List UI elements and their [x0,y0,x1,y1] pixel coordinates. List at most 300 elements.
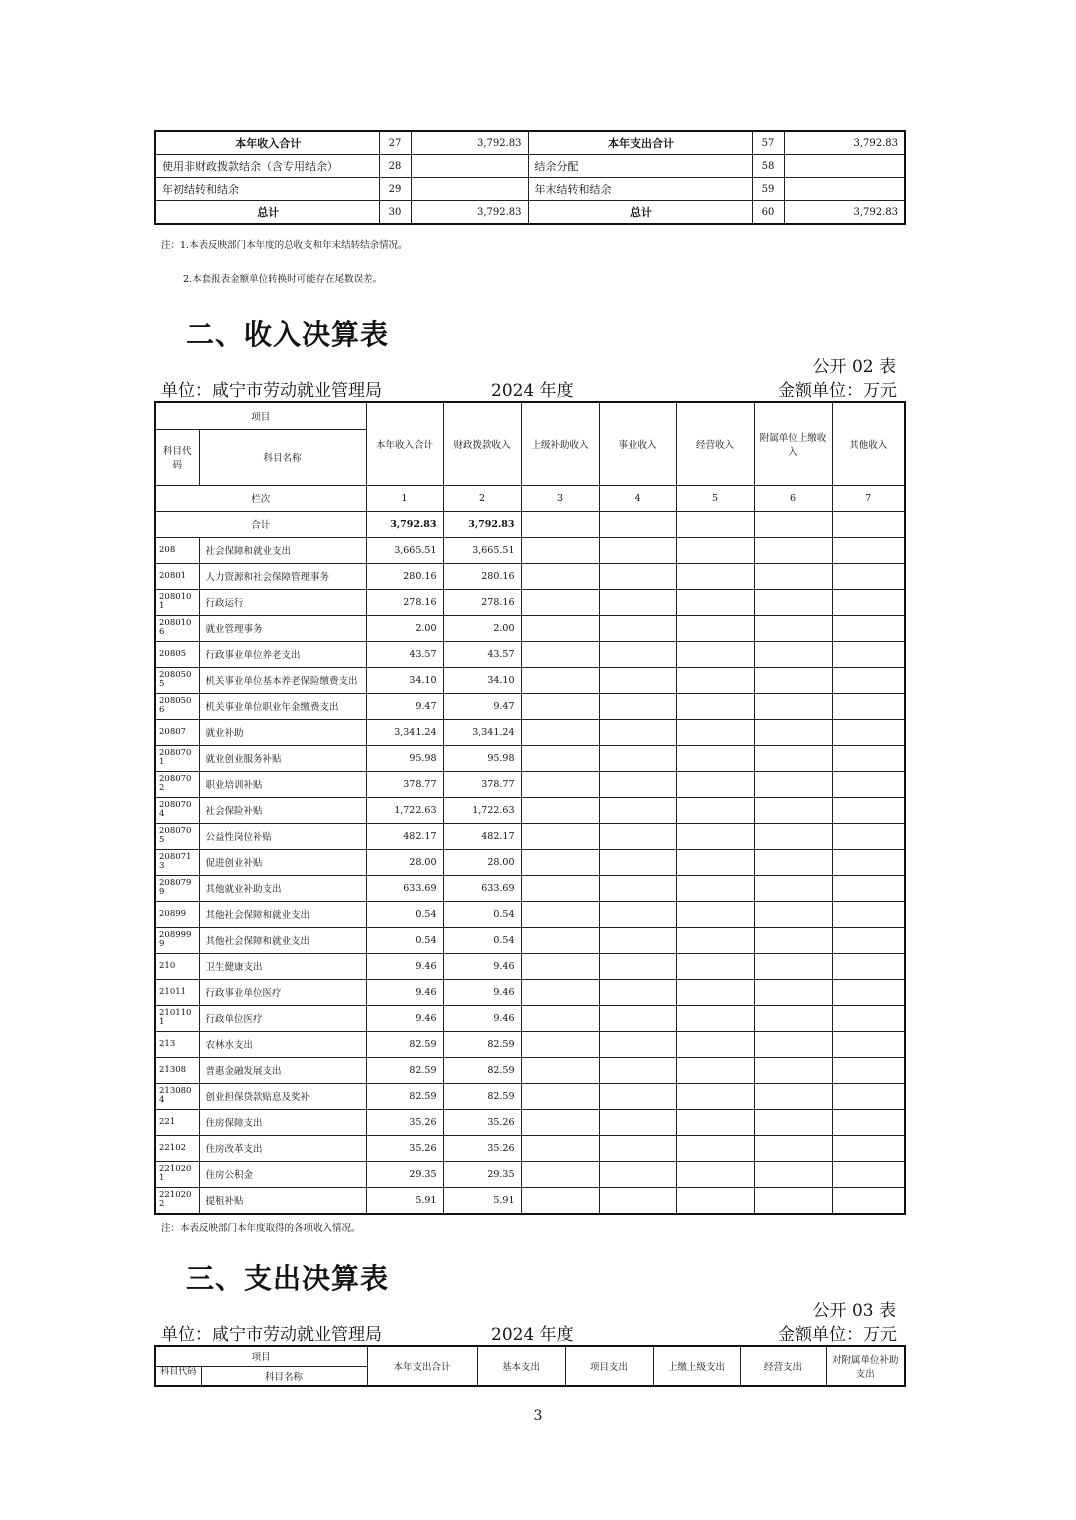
income-row [155,1083,905,1109]
income-total-label: 合计 [155,511,366,537]
income-row-empty-cell [754,537,832,563]
income-row-empty-cell [676,719,754,745]
summary-right-line: 58 [752,155,784,178]
income-row-name: 职业培训补贴 [199,771,366,797]
summary-left-line: 27 [379,131,411,155]
income-row-empty-cell [599,667,676,693]
income-row-empty-cell [676,1135,754,1161]
income-row-empty-cell [521,823,599,849]
income-row-total: 9.46 [366,1005,443,1031]
income-row-empty-cell [676,979,754,1005]
income-row-code: 2210202 [155,1187,199,1214]
summary-left-line: 28 [379,155,411,178]
income-row-total: 2.00 [366,615,443,641]
income-row-code: 2080702 [155,771,199,797]
income-money-unit: 金额单位：万元 [778,381,897,401]
income-row-total: 95.98 [366,745,443,771]
income-row-empty-cell [754,979,832,1005]
expense-header-col: 基本支出 [477,1346,565,1386]
income-row-empty-cell [676,1109,754,1135]
income-col-index-label: 栏次 [155,485,366,511]
income-row-empty-cell [521,1031,599,1057]
summary-row [155,178,905,201]
income-row-empty-cell [599,1135,676,1161]
income-row-code: 20801 [155,563,199,589]
income-col-index: 2 [443,485,521,511]
income-row-empty-cell [832,1031,905,1057]
income-col-index: 3 [521,485,599,511]
income-row-name: 就业管理事务 [199,615,366,641]
income-row-empty-cell [676,797,754,823]
income-row-name: 就业补助 [199,719,366,745]
summary-row [155,201,905,225]
income-row-empty-cell [676,771,754,797]
summary-right-label: 年末结转和结余 [528,178,752,201]
income-row-total: 82.59 [366,1083,443,1109]
income-row-empty-cell [521,979,599,1005]
income-year: 2024 年度 [491,381,574,401]
income-row-total: 82.59 [366,1057,443,1083]
income-row-fiscal: 3,665.51 [443,537,521,563]
income-row-total: 9.46 [366,953,443,979]
summary-right-amount: 3,792.83 [784,131,905,155]
income-row-fiscal: 3,341.24 [443,719,521,745]
income-row-empty-cell [832,667,905,693]
income-row-empty-cell [832,849,905,875]
income-row-empty-cell [599,563,676,589]
summary-left-label: 使用非财政拨款结余（含专用结余） [155,155,379,178]
income-header-col: 事业收入 [599,402,676,485]
income-row [155,1161,905,1187]
income-row-empty-cell [832,1057,905,1083]
expense-section-title: 三、支出决算表 [186,1262,390,1295]
income-row-empty-cell [754,875,832,901]
income-row-empty-cell [676,1161,754,1187]
income-row-empty-cell [832,537,905,563]
income-row-name: 住房保障支出 [199,1109,366,1135]
income-row-empty-cell [832,953,905,979]
income-total-c1: 3,792.83 [366,511,443,537]
income-row-empty-cell [832,901,905,927]
income-row-empty-cell [832,823,905,849]
income-row-code: 2080506 [155,693,199,719]
summary-left-amount: 3,792.83 [411,131,528,155]
income-row [155,563,905,589]
expense-header-col: 本年支出合计 [367,1346,477,1386]
income-row-empty-cell [521,771,599,797]
income-row-total: 3,341.24 [366,719,443,745]
income-header-col: 上级补助收入 [521,402,599,485]
income-unit: 单位：咸宁市劳动就业管理局 [161,381,382,401]
income-row [155,745,905,771]
income-row-empty-cell [521,797,599,823]
income-row-fiscal: 5.91 [443,1187,521,1214]
income-row-empty-cell [754,615,832,641]
income-row-total: 28.00 [366,849,443,875]
income-row-empty-cell [754,693,832,719]
income-row-fiscal: 9.47 [443,693,521,719]
income-row [155,901,905,927]
income-row-code: 221 [155,1109,199,1135]
income-row-empty-cell [832,693,905,719]
income-row-empty-cell [521,641,599,667]
income-row [155,953,905,979]
income-header-name: 科目名称 [199,429,366,485]
expense-header-project: 项目 [155,1346,367,1366]
summary-left-amount [411,178,528,201]
income-note: 注：本表反映部门本年度取得的各项收入情况。 [161,1223,361,1234]
income-row-code: 20805 [155,641,199,667]
income-row-total: 35.26 [366,1109,443,1135]
summary-right-label: 总计 [528,201,752,225]
income-row-total: 482.17 [366,823,443,849]
income-row [155,1135,905,1161]
income-row [155,641,905,667]
income-row-empty-cell [599,615,676,641]
summary-row [155,155,905,178]
income-row-fiscal: 95.98 [443,745,521,771]
income-row-empty-cell [832,1187,905,1214]
expense-table-number: 公开 03 表 [812,1301,896,1321]
income-total-row [155,511,905,537]
income-row-code: 2080704 [155,797,199,823]
income-row-empty-cell [832,875,905,901]
income-row-code: 2080701 [155,745,199,771]
income-row-empty-cell [521,1083,599,1109]
income-row-empty-cell [599,979,676,1005]
income-row-empty-cell [754,1187,832,1214]
income-row-empty-cell [754,1005,832,1031]
income-row-total: 633.69 [366,875,443,901]
income-row-empty-cell [754,1135,832,1161]
income-row-fiscal: 482.17 [443,823,521,849]
income-row-code: 20899 [155,901,199,927]
income-row-name: 行政事业单位医疗 [199,979,366,1005]
income-row-name: 普惠金融发展支出 [199,1057,366,1083]
income-row-empty-cell [599,693,676,719]
income-row [155,1187,905,1214]
income-row-name: 行政运行 [199,589,366,615]
income-row-fiscal: 0.54 [443,927,521,953]
income-row-empty-cell [754,1057,832,1083]
income-row-fiscal: 28.00 [443,849,521,875]
income-row-fiscal: 278.16 [443,589,521,615]
income-row-empty-cell [832,979,905,1005]
income-row-total: 35.26 [366,1135,443,1161]
expense-year: 2024 年度 [491,1325,574,1345]
income-row-empty-cell [676,901,754,927]
income-row-empty-cell [599,901,676,927]
income-row-empty-cell [754,641,832,667]
income-row-empty-cell [754,1031,832,1057]
income-table [154,401,906,1215]
summary-right-label: 本年支出合计 [528,131,752,155]
income-row-name: 住房改革支出 [199,1135,366,1161]
income-row-total: 9.46 [366,979,443,1005]
summary-left-amount: 3,792.83 [411,201,528,225]
income-row-empty-cell [676,953,754,979]
income-row-empty-cell [832,1135,905,1161]
income-row-name: 提租补贴 [199,1187,366,1214]
income-row-empty-cell [754,1161,832,1187]
income-row-empty-cell [754,797,832,823]
page-number: 3 [533,1408,543,1424]
income-row-empty-cell [754,1109,832,1135]
income-row-empty-cell [754,849,832,875]
income-row [155,1031,905,1057]
income-row-empty-cell [754,1083,832,1109]
income-row-name: 行政单位医疗 [199,1005,366,1031]
income-row-empty-cell [521,875,599,901]
income-row [155,667,905,693]
income-row-empty-cell [599,1109,676,1135]
income-row-empty-cell [832,1109,905,1135]
income-row-empty-cell [832,719,905,745]
income-row [155,797,905,823]
income-row [155,875,905,901]
income-row-empty-cell [676,745,754,771]
income-row-fiscal: 43.57 [443,641,521,667]
expense-table [154,1345,906,1387]
income-row-empty-cell [599,823,676,849]
income-row-fiscal: 29.35 [443,1161,521,1187]
income-row-empty-cell [521,1057,599,1083]
income-row-empty-cell [521,745,599,771]
summary-left-amount [411,155,528,178]
income-row-total: 0.54 [366,927,443,953]
income-row-fiscal: 2.00 [443,615,521,641]
income-section-title: 二、收入决算表 [186,318,390,351]
income-row-empty-cell [521,901,599,927]
income-row [155,589,905,615]
income-row-empty-cell [832,927,905,953]
income-row-empty-cell [599,875,676,901]
summary-right-amount: 3,792.83 [784,201,905,225]
income-row-name: 促进创业补贴 [199,849,366,875]
income-row-code: 2080106 [155,615,199,641]
income-row-total: 0.54 [366,901,443,927]
income-row-fiscal: 0.54 [443,901,521,927]
income-table-number: 公开 02 表 [812,357,896,377]
income-row-empty-cell [521,1135,599,1161]
income-row-code: 2210201 [155,1161,199,1187]
income-row-fiscal: 633.69 [443,875,521,901]
income-row-code: 2080101 [155,589,199,615]
income-row-name: 住房公积金 [199,1161,366,1187]
income-row-name: 人力资源和社会保障管理事务 [199,563,366,589]
income-row-empty-cell [832,1083,905,1109]
income-row-empty-cell [599,797,676,823]
income-row-fiscal: 35.26 [443,1135,521,1161]
expense-money-unit: 金额单位：万元 [778,1325,897,1345]
summary-left-label: 年初结转和结余 [155,178,379,201]
income-row-empty-cell [599,589,676,615]
income-row-empty-cell [832,615,905,641]
income-row-fiscal: 1,722.63 [443,797,521,823]
summary-table [154,130,906,225]
income-row-name: 公益性岗位补贴 [199,823,366,849]
income-row-empty-cell [676,849,754,875]
income-row-total: 280.16 [366,563,443,589]
income-row-empty-cell [599,1083,676,1109]
income-row [155,979,905,1005]
income-row-empty-cell [599,1005,676,1031]
summary-left-line: 30 [379,201,411,225]
income-row-empty-cell [676,1005,754,1031]
income-row-empty-cell [521,953,599,979]
income-col-index: 4 [599,485,676,511]
income-header-col: 本年收入合计 [366,402,443,485]
income-row-empty-cell [676,589,754,615]
income-row-empty-cell [521,563,599,589]
expense-header-col: 对附属单位补助支出 [826,1346,905,1386]
summary-row [155,131,905,155]
income-row-empty-cell [521,1109,599,1135]
income-row-empty-cell [832,589,905,615]
income-row-empty-cell [599,1031,676,1057]
income-row-empty-cell [754,823,832,849]
income-row-empty-cell [599,849,676,875]
income-header-col: 附属单位上缴收入 [754,402,832,485]
income-row-empty-cell [832,797,905,823]
summary-right-label: 结余分配 [528,155,752,178]
income-row [155,849,905,875]
income-header-code: 科目代码 [155,429,199,485]
income-row [155,719,905,745]
income-row-empty-cell [676,641,754,667]
income-row-name: 机关事业单位基本养老保险缴费支出 [199,667,366,693]
income-row-empty-cell [832,1161,905,1187]
income-row-total: 378.77 [366,771,443,797]
income-row-empty-cell [832,771,905,797]
income-row-code: 20807 [155,719,199,745]
expense-header-code: 科目代码 [155,1366,201,1386]
expense-header-col: 经营支出 [740,1346,826,1386]
income-row-empty-cell [832,563,905,589]
income-row [155,927,905,953]
income-row-empty-cell [754,927,832,953]
income-row [155,615,905,641]
summary-left-line: 29 [379,178,411,201]
income-row-code: 2080799 [155,875,199,901]
summary-right-line: 60 [752,201,784,225]
income-row-empty-cell [521,589,599,615]
income-row-empty-cell [832,1005,905,1031]
income-header-col: 其他收入 [832,402,905,485]
income-row-name: 社会保险补贴 [199,797,366,823]
income-row-total: 34.10 [366,667,443,693]
income-row-code: 210 [155,953,199,979]
income-row-total: 278.16 [366,589,443,615]
income-row-fiscal: 280.16 [443,563,521,589]
income-row-name: 农林水支出 [199,1031,366,1057]
income-row-empty-cell [599,745,676,771]
income-row-name: 创业担保贷款贴息及奖补 [199,1083,366,1109]
income-row [155,771,905,797]
income-row [155,823,905,849]
income-row-empty-cell [521,667,599,693]
income-header-project: 项目 [155,402,366,429]
income-row-code: 2089999 [155,927,199,953]
income-col-index: 7 [832,485,905,511]
income-row-empty-cell [521,719,599,745]
income-row-empty-cell [599,1057,676,1083]
income-row-code: 21308 [155,1057,199,1083]
summary-note-1: 注：1.本表反映部门本年度的总收支和年末结转结余情况。 [161,240,408,251]
income-row-empty-cell [521,1187,599,1214]
income-row-empty-cell [754,745,832,771]
income-row-fiscal: 9.46 [443,1005,521,1031]
income-row-fiscal: 35.26 [443,1109,521,1135]
income-row-empty-cell [832,745,905,771]
summary-left-label: 本年收入合计 [155,131,379,155]
income-row-code: 2080705 [155,823,199,849]
income-row-empty-cell [676,823,754,849]
income-row-total: 29.35 [366,1161,443,1187]
income-row-name: 卫生健康支出 [199,953,366,979]
income-row-code: 21011 [155,979,199,1005]
income-row-empty-cell [521,693,599,719]
income-row-code: 22102 [155,1135,199,1161]
income-row-empty-cell [599,771,676,797]
income-row-empty-cell [754,589,832,615]
income-row-name: 社会保障和就业支出 [199,537,366,563]
income-row-fiscal: 82.59 [443,1057,521,1083]
expense-header-name: 科目名称 [201,1366,367,1386]
income-row-code: 2130804 [155,1083,199,1109]
income-row-empty-cell [521,1005,599,1031]
income-row-fiscal: 34.10 [443,667,521,693]
income-row-fiscal: 378.77 [443,771,521,797]
income-row-fiscal: 9.46 [443,979,521,1005]
income-row-empty-cell [521,537,599,563]
income-row-empty-cell [599,1187,676,1214]
income-row-empty-cell [676,927,754,953]
income-row-total: 82.59 [366,1031,443,1057]
income-row-empty-cell [676,1057,754,1083]
summary-right-amount [784,178,905,201]
summary-right-line: 57 [752,131,784,155]
income-col-index: 6 [754,485,832,511]
income-row-fiscal: 82.59 [443,1031,521,1057]
summary-note-2: 2.本套报表金额单位转换时可能存在尾数误差。 [183,274,383,285]
income-row-empty-cell [676,537,754,563]
income-row-name: 其他就业补助支出 [199,875,366,901]
income-row-empty-cell [521,1161,599,1187]
income-row-empty-cell [754,771,832,797]
income-row [155,537,905,563]
income-row-empty-cell [521,927,599,953]
expense-header-col: 项目支出 [565,1346,653,1386]
income-row-empty-cell [676,1187,754,1214]
income-row-empty-cell [521,849,599,875]
income-row-total: 5.91 [366,1187,443,1214]
income-row-empty-cell [832,641,905,667]
income-header-col: 经营收入 [676,402,754,485]
income-row [155,1109,905,1135]
income-row [155,693,905,719]
income-row-empty-cell [599,927,676,953]
income-row-empty-cell [676,693,754,719]
income-row-name: 其他社会保障和就业支出 [199,901,366,927]
income-col-index: 5 [676,485,754,511]
income-row-name: 行政事业单位养老支出 [199,641,366,667]
income-row-code: 213 [155,1031,199,1057]
income-row-empty-cell [676,667,754,693]
income-row-empty-cell [676,615,754,641]
summary-left-label: 总计 [155,201,379,225]
income-row-empty-cell [676,563,754,589]
